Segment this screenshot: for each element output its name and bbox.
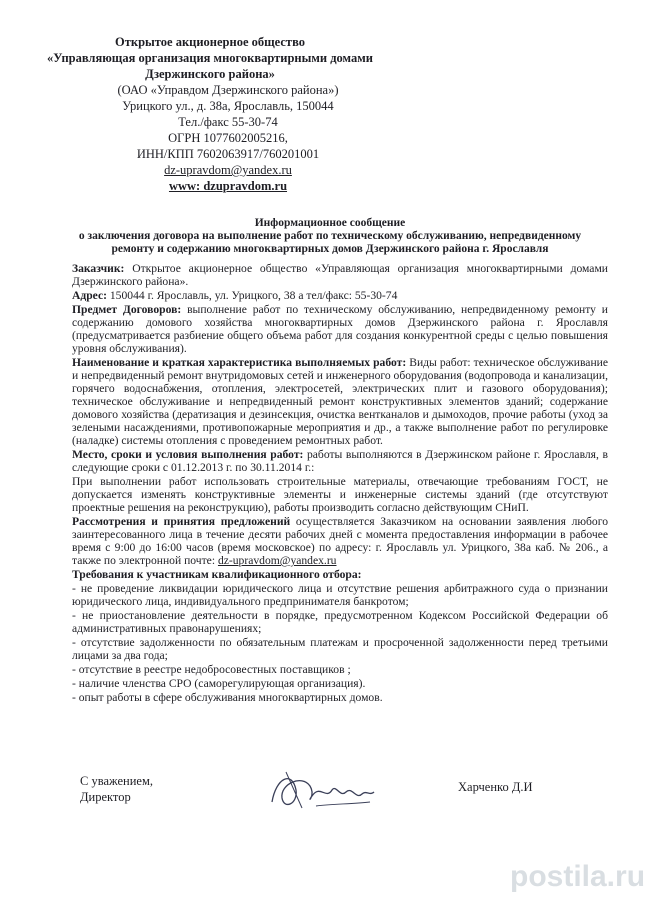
org-email: dz-upravdom@yandex.ru <box>164 163 292 177</box>
review-text: осуществляется Заказчиком на основании заявления любого заинтересованного лица в течение десяти рабочих дней с момента предоставления информации в рабочее время с 9:00 до 16:00 часов (время московское) по адресу: г. Ярославль ул. Урицкого, 38а каб. № 206., а также по электронной почте: <box>72 515 608 567</box>
requirement-item: - отсутствие задолженности по обязательным платежам и просроченной задолженности перед третьими лицами за два года; <box>72 636 608 662</box>
org-address: Урицкого ул., д. 38а, Ярославль, 150044 <box>122 99 334 113</box>
document-body <box>72 262 608 705</box>
address-paragraph <box>72 289 608 302</box>
customer-paragraph <box>72 262 608 288</box>
works-paragraph <box>72 356 608 447</box>
requirement-item: - не приостановление деятельности в порядке, предусмотренном Кодексом Российской Федерации об административных правонарушениях; <box>72 609 608 635</box>
review-email-link[interactable]: dz-upravdom@yandex.ru <box>217 554 337 567</box>
works-text: Виды работ: техническое обслуживание и непредвиденный ремонт внутридомовых сетей и инженерного оборудования (водопровода и канализации, горячего водоснабжения, отопления, электросетей, электрических плит и газового оборудования); техническое обслуживание и непредвиденный ремонт конструктивных элементов зданий; содержание домового хозяйства (дератизация и дезинсекция, очистка вентканалов и дымоходов, прочие работы (уход за зелеными насаждениями, противопожарные мероприятия и др., а также выполнение работ по регулировке (наладке) системы отопления с проведением ремонтных работ. <box>72 356 608 447</box>
signature-name: Харченко Д.И <box>458 780 533 794</box>
requirements-heading: Требования к участникам квалификационного отбора: <box>72 568 362 581</box>
org-ogrn: ОГРН 1077602005216, <box>168 131 288 145</box>
signature-position: Директор <box>80 790 131 804</box>
org-name-line2: «Управляющая организация многоквартирными домами <box>47 51 373 65</box>
customer-label: Заказчик: <box>72 262 125 275</box>
org-inn: ИНН/КПП 7602063917/760201001 <box>136 147 320 161</box>
org-short-name: (ОАО «Управдом Дзержинского района») <box>117 83 339 97</box>
address-label: Адрес: <box>72 289 107 302</box>
review-paragraph <box>72 515 608 567</box>
works-label: Наименование и краткая характеристика выполняемых работ: <box>72 356 407 369</box>
requirement-item: - отсутствие в реестре недобросовестных поставщиков ; <box>72 663 351 676</box>
place-label: Место, сроки и условия выполнения работ: <box>72 448 304 461</box>
watermark-text: postila.ru <box>510 860 646 893</box>
document-subtitle-line1: о заключения договора на выполнение работ по техническому обслуживанию, непредвиденному <box>78 230 582 242</box>
customer-text: Открытое акционерное общество «Управляющая организация многоквартирными домами Дзержинского района». <box>72 262 608 288</box>
subject-text: выполнение работ по техническому обслуживанию, непредвиденному ремонту и содержанию домового хозяйства многоквартирных домов Дзержинского района г. Ярославля (предусматривается разбиение общего объема работ для создания конкурентной среды с целью повышения уровня обслуживания). <box>72 303 608 355</box>
org-name-line1: Открытое акционерное общество <box>115 35 305 49</box>
document-subtitle-line2: ремонту и содержанию многоквартирных домов Дзержинского района г. Ярославля <box>111 243 549 255</box>
signature-regards: С уважением, <box>80 774 153 788</box>
org-website: www: dzupravdom.ru <box>168 179 288 193</box>
subject-label: Предмет Договоров: <box>72 303 182 316</box>
review-label: Рассмотрения и принятия предложений <box>72 515 291 528</box>
conditions-paragraph: При выполнении работ использовать строительные материалы, отвечающие требованиям ГОСТ, не допускается изменять конструктивные элементы и инженерные системы зданий (где отсутствуют проектные решения на реконструкцию), работы производить согласно действующим СНиП. <box>72 475 608 514</box>
document-title: Информационное сообщение <box>254 217 406 229</box>
requirement-item: - не проведение ликвидации юридического лица и отсутствие решения арбитражного суда о признании юридического лица, индивидуального предпринимателя банкротом; <box>72 582 608 608</box>
handwritten-signature <box>262 760 382 820</box>
address-text: 150044 г. Ярославль, ул. Урицкого, 38 а тел/факс: 55-30-74 <box>106 289 398 302</box>
postila-watermark <box>508 848 656 904</box>
requirement-item: - опыт работы в сфере обслуживания многоквартирных домов. <box>72 691 383 704</box>
subject-paragraph <box>72 303 608 355</box>
requirement-item: - наличие членства СРО (саморегулирующая организация). <box>72 677 366 690</box>
org-phone: Тел./факс 55-30-74 <box>178 115 278 129</box>
place-text: работы выполняются в Дзержинском районе г. Ярославля, в следующие сроки с 01.12.2013 г. по 30.11.2014 г.: <box>72 448 608 474</box>
place-paragraph <box>72 448 608 474</box>
org-name-line3: Дзержинского района» <box>145 67 275 81</box>
